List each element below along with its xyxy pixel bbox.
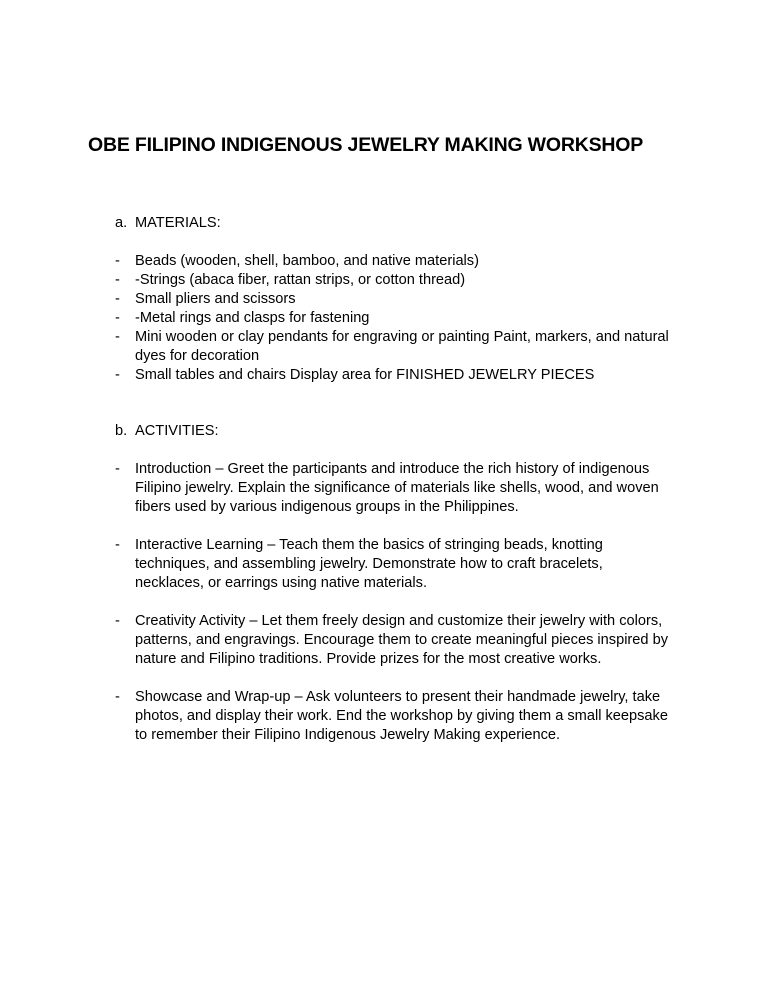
list-item-text: Interactive Learning – Teach them the basics of stringing beads, knotting techniques, and assembling jewelry. Demonstrate how to craft bracelets, necklaces, or earrings using native materials. [135,537,603,591]
materials-heading-text: MATERIALS: [135,215,221,231]
list-item [115,536,675,593]
list-item-text: Small tables and chairs Display area for FINISHED JEWELRY PIECES [135,367,595,383]
bullet-dash: - [115,253,120,269]
list-item [115,252,675,271]
list-item [115,612,675,669]
bullet-dash: - [115,613,120,629]
bullet-dash: - [115,329,120,345]
document-title: OBE FILIPINO INDIGENOUS JEWELRY MAKING WORKSHOP [88,134,644,156]
activities-list [115,460,675,764]
list-item [115,688,675,745]
bullet-dash: - [115,537,120,553]
list-item [115,309,675,328]
activities-heading [115,422,219,441]
bullet-dash: - [115,291,120,307]
bullet-dash: - [115,272,120,288]
activities-marker: b. [115,423,128,439]
activities-heading-text: ACTIVITIES: [135,423,219,439]
list-item-text: Small pliers and scissors [135,291,296,307]
list-item-text: Introduction – Greet the participants and introduce the rich history of indigenous Filipino jewelry. Explain the significance of materials like shells, wood, and woven fibers used by various indigenous groups in the Philippines. [135,461,659,515]
bullet-dash: - [115,689,120,705]
list-item-text: Beads (wooden, shell, bamboo, and native materials) [135,253,479,269]
materials-list [115,252,675,385]
list-item [115,271,675,290]
list-item [115,366,675,385]
bullet-dash: - [115,461,120,477]
bullet-dash: - [115,310,120,326]
bullet-dash: - [115,367,120,383]
list-item-text: Mini wooden or clay pendants for engraving or painting Paint, markers, and natural dyes for decoration [135,329,669,364]
list-item [115,460,675,517]
list-item [115,328,675,366]
materials-marker: a. [115,215,128,231]
list-item-text: -Strings (abaca fiber, rattan strips, or cotton thread) [135,272,466,288]
list-item-text: Showcase and Wrap-up – Ask volunteers to present their handmade jewelry, take photos, and display their work. End the workshop by giving them a small keepsake to remember their Filipino Indigenous Jewelry Making experience. [135,689,668,743]
list-item-text: Creativity Activity – Let them freely design and customize their jewelry with colors, patterns, and engravings. Encourage them to create meaningful pieces inspired by nature and Filipino traditions. Provide prizes for the most creative works. [135,613,668,667]
materials-heading [115,214,221,233]
list-item-text: -Metal rings and clasps for fastening [135,310,370,326]
list-item [115,290,675,309]
